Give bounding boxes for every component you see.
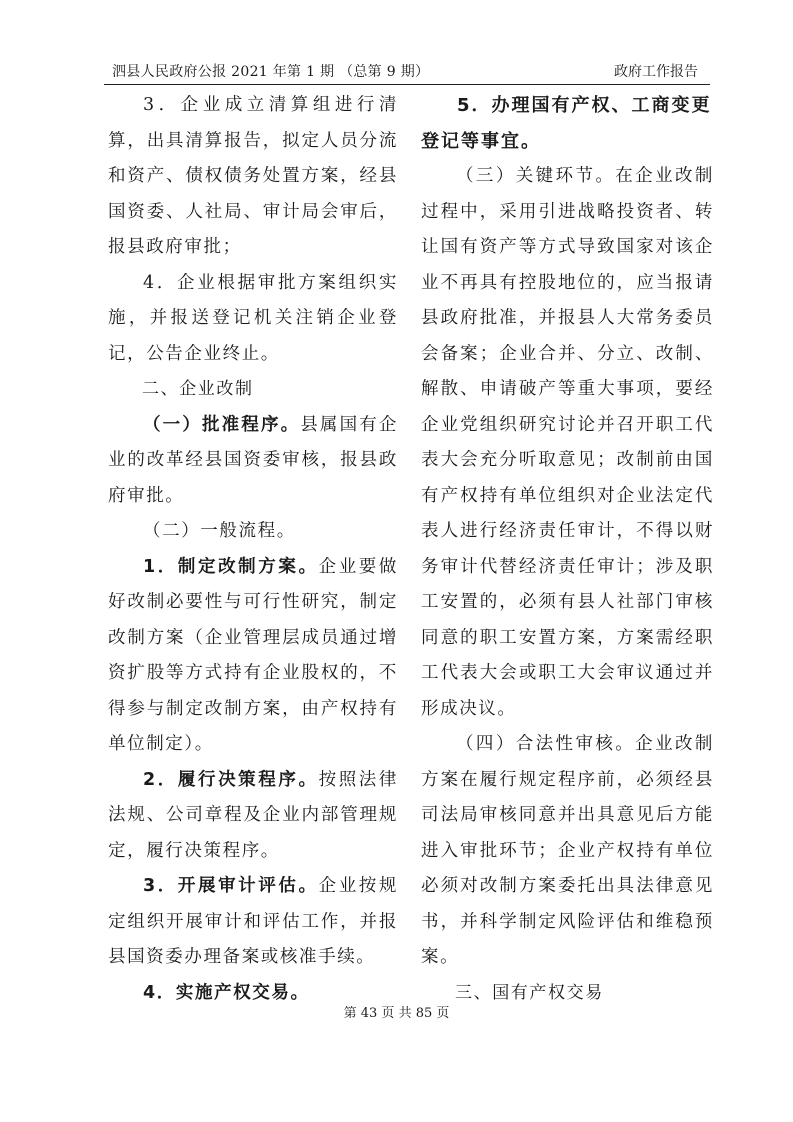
paragraph-legality-review (421, 727, 714, 976)
decision-body: 按照法律法规、公司章程及企业内部管理规定，履行决策程序。 (108, 769, 398, 861)
right-column (421, 88, 714, 1011)
paragraph-decision (108, 763, 398, 870)
paragraph-key-steps (421, 159, 714, 727)
plan-body: 企业要做好改制必要性与可行性研究，制定改制方案（企业管理层成员通过增资扩股等方式持有企业股权的，不得参与制定改制方案，由产权持有单位制定）。 (108, 556, 398, 754)
paragraph-liquidation: 3．企业成立清算组进行清算，出具清算报告，拟定人员分流和资产、债权债务处置方案，经县国资委、人社局、审计局会审后，报县政府审批； (108, 95, 398, 257)
left-column (108, 88, 398, 1011)
legality-review-body: 企业改制方案在履行规定程序前，必须经县司法局审核同意并出具意见后方能进入审批环节；企业产权持有单位必须对改制方案委托出具法律意见书，并科学制定风险评估和维稳预案。 (421, 734, 714, 967)
plan-lead: 1．制定改制方案。 (143, 556, 319, 577)
key-steps-lead: （三）关键环节。 (456, 166, 616, 186)
page-header (104, 60, 710, 82)
decision-lead: 2．履行决策程序。 (143, 769, 319, 790)
key-steps-body: 在企业改制过程中，采用引进战略投资者、转让国有资产等方式导致国家对该企业不再具有控股地位的，应当报请县政府批准，并报县人大常务委员会备案；企业合并、分立、改制、解散、申请破产等重大事项，要经企业党组织研究讨论并召开职工代表大会充分听取意见；改制前由国有产权持有单位组织对企业法定代表人进行经济责任审计，不得以财务审计代替经济责任审计；涉及职工安置的，必须有县人社部门审核同意的职工安置方案，方案需经职工代表大会或职工大会审议通过并形成决议。 (421, 166, 714, 719)
legality-review-lead: （四）合法性审核。 (456, 734, 636, 754)
paragraph-general-process: （二）一般流程。 (143, 521, 296, 541)
bulletin-title: 泗县人民政府公报 2021 年第 1 期 （总第 9 期） (112, 64, 430, 80)
approval-procedure-body: 县属国有企业的改革经县国资委审核，报县政府审批。 (108, 414, 398, 506)
section-heading-property-transaction: 三、国有产权交易 (455, 982, 604, 1003)
section-heading-restructuring: 二、企业改制 (142, 379, 254, 399)
paragraph-plan (108, 550, 398, 763)
paragraph-deregistration: 4．企业根据审批方案组织实施，并报送登记机关注销企业登记，公告企业终止。 (108, 272, 398, 364)
audit-lead: 3．开展审计评估。 (143, 876, 319, 896)
header-divider (104, 84, 710, 85)
audit-body: 企业按规定组织开展审计和评估工作，并报县国资委办理备案或核准手续。 (108, 876, 398, 967)
paragraph-registration: 5．办理国有产权、工商变更登记等事宜。 (421, 95, 712, 152)
section-title: 政府工作报告 (614, 64, 698, 80)
approval-procedure-lead: （一）批准程序。 (143, 414, 301, 435)
page-number: 第 43 页 共 85 页 (343, 1006, 450, 1021)
paragraph-audit (108, 869, 398, 976)
paragraph-approval-procedure (108, 408, 398, 515)
transaction-lead: 4．实施产权交易。 (143, 982, 310, 1003)
